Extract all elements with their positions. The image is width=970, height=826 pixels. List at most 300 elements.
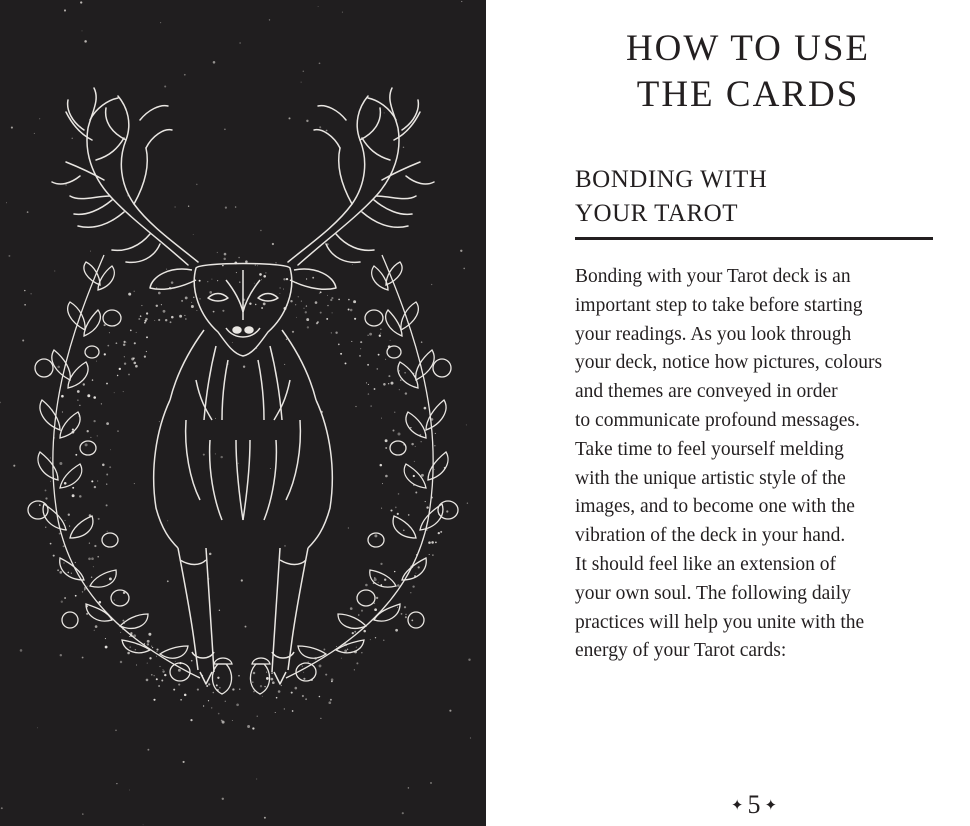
sparkle-dot	[106, 422, 109, 425]
sparkle-dot	[266, 677, 269, 680]
sparkle-dot	[291, 692, 293, 694]
sparkle-dot	[179, 315, 182, 318]
star-dot	[232, 342, 233, 343]
sparkle-dot	[404, 606, 406, 608]
star-dot	[352, 264, 353, 265]
sparkle-dot	[327, 305, 328, 306]
sparkle-dot	[264, 686, 265, 687]
sparkle-dot	[59, 571, 62, 574]
sparkle-dot	[153, 699, 155, 701]
sparkle-dot	[124, 356, 125, 357]
star-dot	[284, 364, 285, 365]
sparkle-dot	[209, 291, 212, 294]
sparkle-dot	[109, 332, 110, 333]
star-dot	[160, 22, 161, 23]
sparkle-dot	[72, 487, 74, 489]
sparkle-dot	[352, 632, 354, 634]
star-dot	[196, 184, 198, 186]
sparkle-dot	[39, 504, 41, 506]
star-dot	[8, 255, 10, 257]
sparkle-dot	[75, 595, 77, 597]
sparkle-dot	[261, 307, 263, 309]
sparkle-dot	[331, 678, 334, 681]
sparkle-dot	[185, 318, 186, 319]
sparkle-dot	[154, 320, 155, 321]
page-number	[486, 790, 970, 821]
sparkle-dot	[147, 640, 150, 643]
sparkle-dot	[425, 501, 426, 502]
sparkle-dot	[197, 689, 199, 691]
sparkle-dot	[397, 513, 399, 515]
sparkle-dot	[79, 495, 82, 498]
sparkle-dot	[61, 395, 64, 398]
sparkle-dot	[315, 301, 318, 304]
sparkle-dot	[222, 721, 225, 724]
sparkle-dot	[133, 362, 136, 365]
star-dot	[390, 340, 391, 341]
sparkle-dot	[79, 405, 80, 406]
sparkle-dot	[203, 705, 204, 706]
star-dot	[319, 62, 321, 64]
sparkle-dot	[304, 308, 305, 309]
sparkle-dot	[400, 380, 401, 381]
sparkle-dot	[134, 342, 136, 344]
sparkle-dot	[45, 527, 46, 528]
sparkle-dot	[144, 356, 146, 358]
body-line: practices will help you unite with the	[575, 611, 865, 633]
sparkle-dot	[86, 613, 88, 615]
star-dot	[54, 271, 55, 272]
sparkle-dot	[107, 531, 108, 532]
sparkle-dot	[190, 719, 192, 721]
sparkle-dot	[367, 364, 369, 366]
wreath-acorns	[212, 658, 270, 694]
sparkle-dot	[157, 651, 158, 652]
sparkle-dot	[416, 573, 417, 574]
sparkle-dot	[130, 330, 132, 332]
sparkle-dot	[87, 586, 88, 587]
sparkle-dot	[330, 699, 332, 701]
sparkle-dot	[105, 646, 108, 649]
sparkle-dot	[390, 509, 392, 511]
star-dot	[151, 674, 153, 676]
sparkle-dot	[283, 278, 285, 280]
sparkle-dot	[421, 474, 424, 477]
sparkle-dot	[323, 649, 325, 651]
sparkle-dot	[319, 293, 320, 294]
sparkle-dot	[59, 533, 61, 535]
star-dot	[90, 251, 91, 252]
star-dot	[37, 727, 38, 728]
sparkle-dot	[207, 281, 208, 282]
sparkle-dot	[295, 304, 296, 305]
sparkle-dot	[380, 329, 381, 330]
star-dot	[30, 293, 31, 294]
sparkle-dot	[135, 649, 136, 650]
sparkle-dot	[90, 437, 91, 438]
section-heading-line: YOUR TAROT	[575, 200, 738, 227]
star-dot	[193, 234, 194, 235]
sparkle-dot	[381, 508, 382, 509]
sparkle-dot	[97, 556, 99, 558]
sparkle-dot	[361, 610, 363, 612]
star-dot	[164, 85, 166, 87]
sparkle-dot	[344, 649, 347, 652]
sparkle-dot	[434, 445, 435, 446]
sparkle-dot	[348, 299, 350, 301]
sparkle-dot	[123, 344, 126, 347]
sparkle-dot	[149, 657, 151, 659]
sparkle-dot	[124, 363, 126, 365]
sparkle-dot	[225, 701, 226, 702]
star-dot	[1, 807, 3, 809]
sparkle-dot	[156, 678, 158, 680]
sparkle-dot	[88, 557, 91, 560]
sparkle-dot	[286, 278, 288, 280]
sparkle-dot	[331, 332, 332, 333]
sparkle-dot	[101, 403, 102, 404]
star-dot	[115, 729, 117, 731]
sparkle-dot	[146, 351, 147, 352]
sparkle-dot	[353, 300, 356, 303]
sparkle-dot	[320, 291, 322, 293]
sparkle-dot	[181, 300, 183, 302]
star-dot	[318, 6, 319, 7]
star-dot	[403, 147, 404, 148]
sparkle-dot	[91, 480, 93, 482]
star-dot	[80, 1, 82, 3]
sparkle-dot	[394, 571, 395, 572]
sparkle-dot	[374, 578, 377, 581]
sparkle-dot	[399, 389, 400, 390]
sparkle-dot	[239, 282, 240, 283]
sparkle-dot	[245, 260, 248, 263]
star-dot	[215, 418, 216, 419]
sparkle-dot	[347, 649, 348, 650]
sparkle-dot	[374, 534, 377, 537]
sparkle-dot	[184, 694, 187, 697]
sparkle-dot	[378, 582, 379, 583]
star-dot	[203, 454, 205, 456]
body-line: and themes are conveyed in order	[575, 381, 838, 403]
sparkle-dot	[247, 725, 250, 728]
sparkle-dot	[356, 662, 358, 664]
sparkle-dot	[45, 497, 47, 499]
star-dot	[239, 42, 240, 43]
star-dot	[306, 120, 308, 122]
sparkle-dot	[261, 279, 262, 280]
body-line: your deck, notice how pictures, colours	[575, 352, 883, 374]
sparkle-dot	[295, 687, 298, 690]
sparkle-dot	[374, 577, 375, 578]
sparkle-dot	[128, 374, 130, 376]
sparkle-dot	[312, 277, 314, 279]
sparkle-dot	[122, 620, 124, 622]
sparkle-dot	[77, 399, 79, 401]
body-line: images, and to become one with the	[575, 496, 855, 518]
star-dot	[34, 133, 35, 134]
sparkle-dot	[92, 379, 93, 380]
star-dot	[0, 402, 1, 404]
star-dot	[395, 507, 397, 509]
star-dot	[320, 718, 321, 719]
star-dot	[286, 339, 287, 340]
sparkle-dot	[266, 672, 267, 673]
star-dot	[430, 782, 431, 783]
star-dot	[431, 284, 432, 285]
sparkle-dot	[232, 720, 233, 721]
star-dot	[241, 579, 243, 581]
sparkle-dot	[367, 335, 368, 336]
sparkle-dot	[141, 305, 142, 306]
sparkle-dot	[326, 318, 328, 320]
sparkle-dot	[156, 305, 158, 307]
sparkle-dot	[72, 429, 74, 431]
sparkle-dot	[156, 649, 158, 651]
sparkle-dot	[341, 658, 342, 659]
sparkle-dot	[64, 520, 65, 521]
sparkle-dot	[222, 265, 223, 266]
sparkle-dot	[283, 289, 284, 290]
sparkle-dot	[145, 320, 147, 322]
sparkle-dot	[102, 464, 105, 467]
star-dot	[307, 326, 309, 328]
sparkle-dot	[156, 656, 157, 657]
folio-ornament-left: ✦	[730, 798, 744, 814]
star-dot	[209, 553, 212, 556]
sparkle-dot	[378, 354, 380, 356]
sparkle-dot	[175, 661, 176, 662]
star-dot	[11, 127, 13, 129]
sparkle-dot	[298, 296, 299, 297]
star-dot	[82, 813, 84, 815]
sparkle-dot	[53, 555, 55, 557]
sparkle-dot	[161, 680, 163, 682]
star-dot	[355, 406, 356, 407]
sparkle-dot	[185, 296, 188, 299]
sparkle-dot	[303, 678, 305, 680]
sparkle-dot	[96, 361, 97, 362]
star-dot	[468, 658, 470, 660]
sparkle-dot	[263, 303, 266, 306]
sparkle-dot	[325, 674, 327, 676]
sparkle-dot	[136, 332, 137, 333]
sparkle-dot	[236, 703, 239, 706]
star-dot	[183, 761, 185, 763]
sparkle-dot	[154, 675, 155, 676]
star-dot	[243, 366, 245, 368]
star-dot	[82, 657, 84, 659]
sparkle-dot	[50, 543, 52, 545]
sparkle-dot	[284, 708, 285, 709]
sparkle-dot	[262, 696, 263, 697]
star-dot	[82, 30, 83, 31]
star-dot	[405, 616, 407, 618]
sparkle-dot	[253, 672, 256, 675]
star-dot	[22, 339, 24, 341]
sparkle-dot	[435, 433, 436, 434]
sparkle-dot	[415, 446, 416, 447]
sparkle-dot	[107, 345, 109, 347]
sparkle-dot	[421, 441, 422, 442]
sparkle-dot	[59, 462, 62, 465]
sparkle-dot	[374, 388, 376, 390]
sparkle-dot	[165, 319, 167, 321]
sparkle-dot	[414, 461, 415, 462]
sparkle-dot	[180, 699, 182, 701]
sparkle-dot	[148, 633, 151, 636]
star-dot	[97, 435, 98, 436]
starfield	[0, 1, 471, 825]
star-dot	[326, 130, 328, 132]
sparkle-dot	[133, 357, 135, 359]
sparkle-dot	[317, 321, 319, 323]
sparkle-dot	[370, 639, 371, 640]
sparkle-dot	[152, 647, 153, 648]
sparkle-dot	[217, 280, 218, 281]
star-dot	[219, 610, 220, 611]
sparkle-dot	[410, 592, 411, 593]
sparkle-dot	[360, 341, 362, 343]
sparkle-dot	[383, 640, 384, 641]
star-dot	[434, 469, 435, 470]
star-dot	[222, 798, 224, 800]
sparkle-dot	[147, 643, 149, 645]
star-dot	[470, 737, 471, 738]
sparkle-dot	[275, 262, 276, 263]
star-dot	[461, 1, 462, 2]
sparkle-dot	[77, 390, 80, 393]
sparkle-dot	[281, 685, 282, 686]
sparkle-dot	[62, 411, 63, 412]
sparkle-dot	[123, 341, 125, 343]
sparkle-dot	[140, 315, 142, 317]
sparkle-dot	[271, 672, 273, 674]
sparkle-dot	[75, 454, 77, 456]
sparkle-dot	[360, 348, 361, 349]
star-dot	[212, 692, 214, 694]
sparkle-dot	[336, 646, 337, 647]
sparkle-dot	[356, 647, 357, 648]
sparkle-dot	[162, 670, 164, 672]
sparkle-dot	[94, 486, 96, 488]
sparkle-dot	[354, 631, 356, 633]
star-dot	[184, 74, 186, 76]
sparkle-dot	[161, 304, 162, 305]
sparkle-dot	[397, 584, 400, 587]
body-line: Take time to feel yourself melding	[575, 438, 844, 460]
star-dot	[292, 331, 294, 333]
star-dot	[288, 117, 290, 119]
sparkle-dot	[249, 303, 251, 305]
star-dot	[64, 9, 66, 11]
body-line: with the unique artistic style of the	[575, 467, 846, 489]
star-dot	[348, 527, 349, 528]
sparkle-dot	[345, 362, 347, 364]
sparkle-dot	[412, 585, 414, 587]
sparkle-dot	[415, 492, 417, 494]
sparkle-dot	[408, 514, 410, 516]
sparkle-dot	[411, 443, 413, 445]
sparkle-dot	[394, 412, 395, 413]
sparkle-dot	[217, 677, 219, 679]
sparkle-dot	[184, 315, 185, 316]
sparkle-dot	[156, 287, 157, 288]
sparkle-dot	[403, 529, 405, 531]
star-dot	[89, 542, 90, 543]
sparkle-dot	[114, 392, 115, 393]
sparkle-dot	[388, 383, 389, 384]
folio-ornament-right: ✦	[764, 798, 778, 814]
body-paragraph	[575, 263, 955, 666]
sparkle-dot	[223, 258, 225, 260]
sparkle-dot	[369, 333, 372, 336]
star-dot	[408, 787, 410, 789]
sparkle-dot	[158, 319, 160, 321]
sparkle-dot	[440, 531, 442, 533]
sparkle-dot	[404, 372, 406, 374]
sparkle-dot	[327, 295, 328, 296]
sparkle-dot	[301, 301, 302, 302]
sparkle-dot	[69, 526, 70, 527]
sparkle-dot	[305, 311, 307, 313]
sparkle-dot	[67, 572, 69, 574]
star-dot	[284, 545, 286, 547]
sparkle-dot	[384, 579, 386, 581]
sparkle-dot	[208, 700, 209, 701]
star-dot	[411, 619, 413, 621]
sparkle-dot	[147, 663, 148, 664]
sparkle-dot	[171, 281, 174, 284]
page-title	[546, 26, 950, 118]
sparkle-dot	[271, 678, 274, 681]
sparkle-dot	[306, 318, 309, 321]
sparkle-dot	[127, 652, 130, 655]
star-dot	[432, 554, 433, 555]
sparkle-dot	[385, 475, 388, 478]
page-number-value: 5	[747, 790, 761, 819]
sparkle-dot	[64, 482, 67, 485]
star-dot	[60, 654, 62, 656]
star-dot	[238, 463, 239, 464]
star-dot	[401, 613, 403, 615]
body-line: to communicate profound messages.	[575, 409, 860, 431]
star-dot	[384, 112, 385, 113]
star-dot	[235, 206, 237, 208]
star-dot	[215, 453, 216, 454]
sparkle-dot	[94, 545, 96, 547]
sparkle-dot	[45, 489, 47, 491]
star-dot	[134, 483, 135, 484]
wreath-sparkle-dust	[39, 252, 446, 730]
star-dot	[116, 783, 117, 784]
sparkle-dot	[319, 696, 321, 698]
star-dot	[306, 305, 307, 306]
sparkle-dot	[162, 669, 163, 670]
text-page	[486, 0, 970, 826]
sparkle-dot	[158, 685, 160, 687]
sparkle-dot	[104, 353, 106, 355]
sparkle-dot	[330, 299, 332, 301]
sparkle-dot	[191, 302, 192, 303]
sparkle-dot	[117, 375, 118, 376]
star-dot	[104, 324, 106, 326]
sparkle-dot	[410, 427, 411, 428]
sparkle-dot	[97, 480, 98, 481]
sparkle-dot	[211, 707, 212, 708]
sparkle-dot	[278, 690, 281, 693]
body-line: Bonding with your Tarot deck is an	[575, 266, 851, 287]
